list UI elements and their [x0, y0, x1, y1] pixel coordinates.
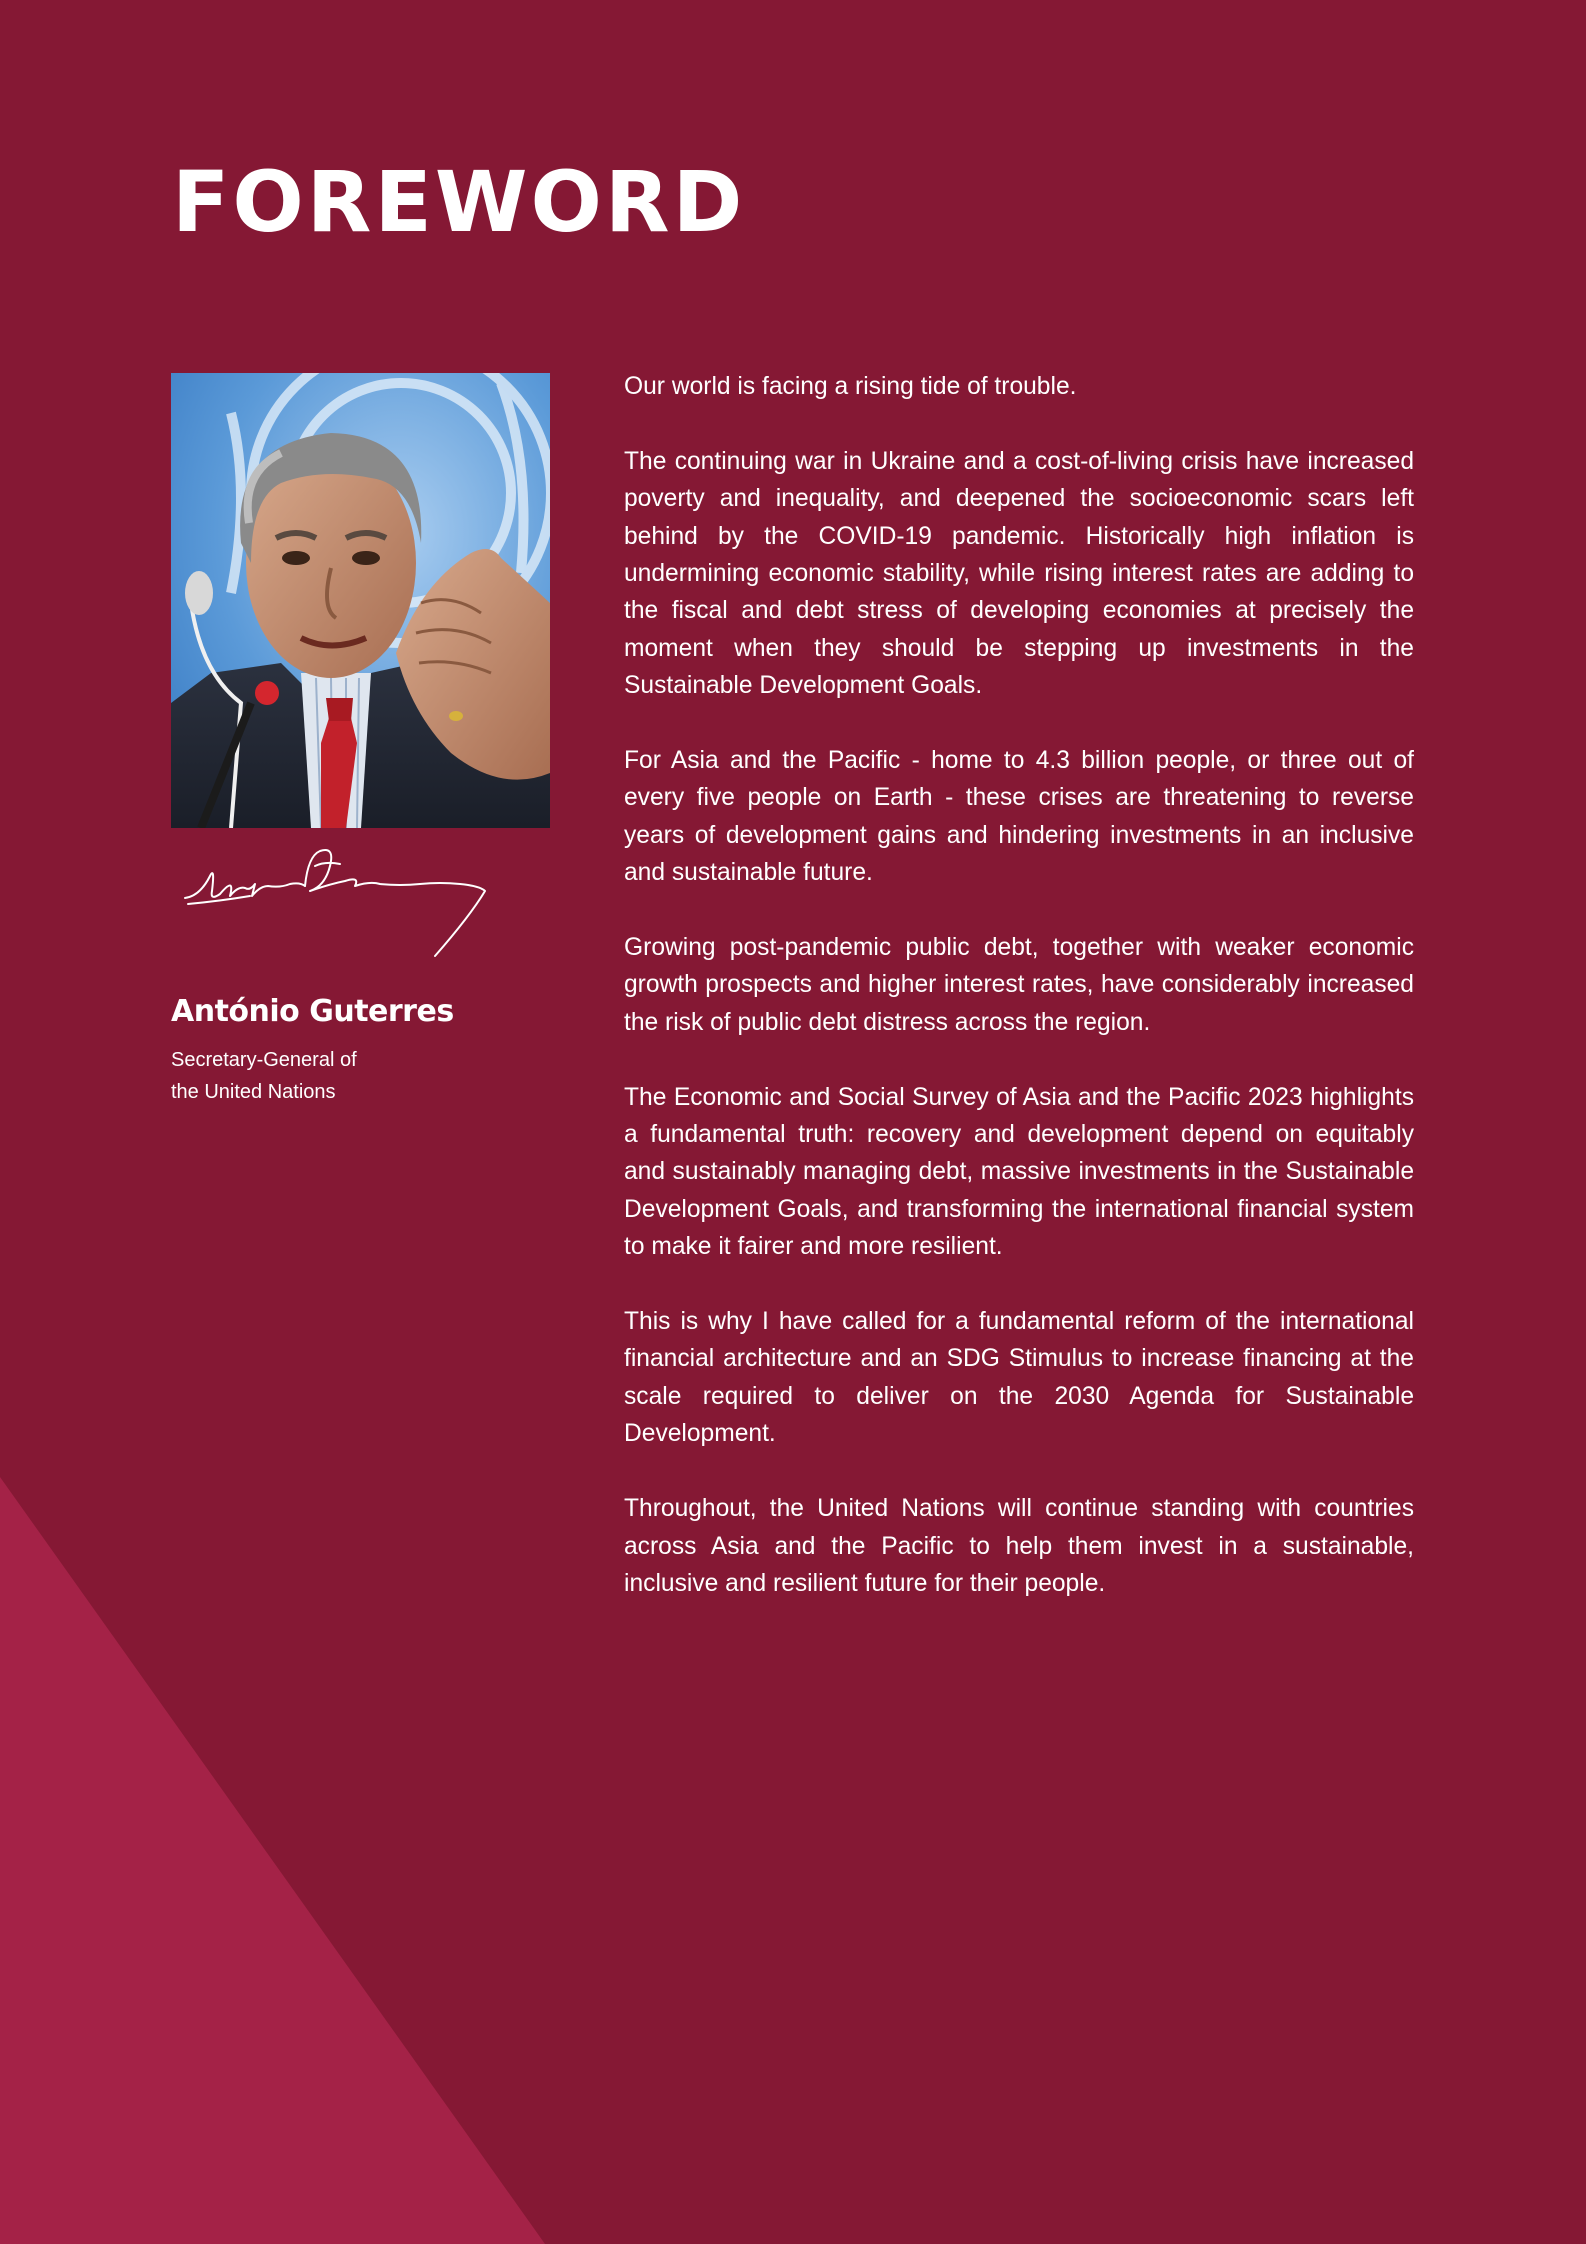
author-name: António Guterres: [171, 994, 454, 1029]
page-title: FOREWORD: [172, 153, 746, 251]
foreword-body: [624, 368, 1414, 1640]
paragraph: The Economic and Social Survey of Asia and the Pacific 2023 highlights a fundamental truth: recovery and development depend on equitably and sustainably managing debt, massive investments in the Sustainable Development Goals, and transforming the international financial system to make it fairer and more resilient.: [624, 1083, 1414, 1261]
paragraph: This is why I have called for a fundamental reform of the international financial architecture and an SDG Stimulus to increase financing at the scale required to deliver on the 2030 Agenda for Sustainable Development.: [624, 1308, 1414, 1448]
paragraph: Throughout, the United Nations will continue standing with countries across Asia and the Pacific to help them invest in a sustainable, inclusive and resilient future for their people.: [624, 1495, 1414, 1597]
paragraph: Growing post-pandemic public debt, together with weaker economic growth prospects and higher interest rates, have considerably increased the risk of public debt distress across the region.: [624, 934, 1414, 1036]
paragraph: The continuing war in Ukraine and a cost-of-living crisis have increased poverty and inequality, and deepened the socioeconomic scars left behind by the COVID-19 pandemic. Historically high inflation is undermining economic stability, while rising interest rates are adding to the fiscal and debt stress of developing economies at precisely the moment when they should be stepping up investments in the Sustainable Development Goals.: [624, 447, 1414, 700]
author-role: [171, 1044, 471, 1108]
handwritten-signature: [180, 846, 500, 961]
author-role-line-1: Secretary-General of: [171, 1049, 357, 1071]
author-role-line-2: the United Nations: [171, 1081, 336, 1103]
portrait-photo: [171, 373, 550, 828]
paragraph: For Asia and the Pacific - home to 4.3 billion people, or three out of every five people on Earth - these crises are threatening to reverse years of development gains and hindering investments in an inclusive and sustainable future.: [624, 747, 1414, 887]
paragraph: Our world is facing a rising tide of trouble.: [624, 373, 1077, 400]
